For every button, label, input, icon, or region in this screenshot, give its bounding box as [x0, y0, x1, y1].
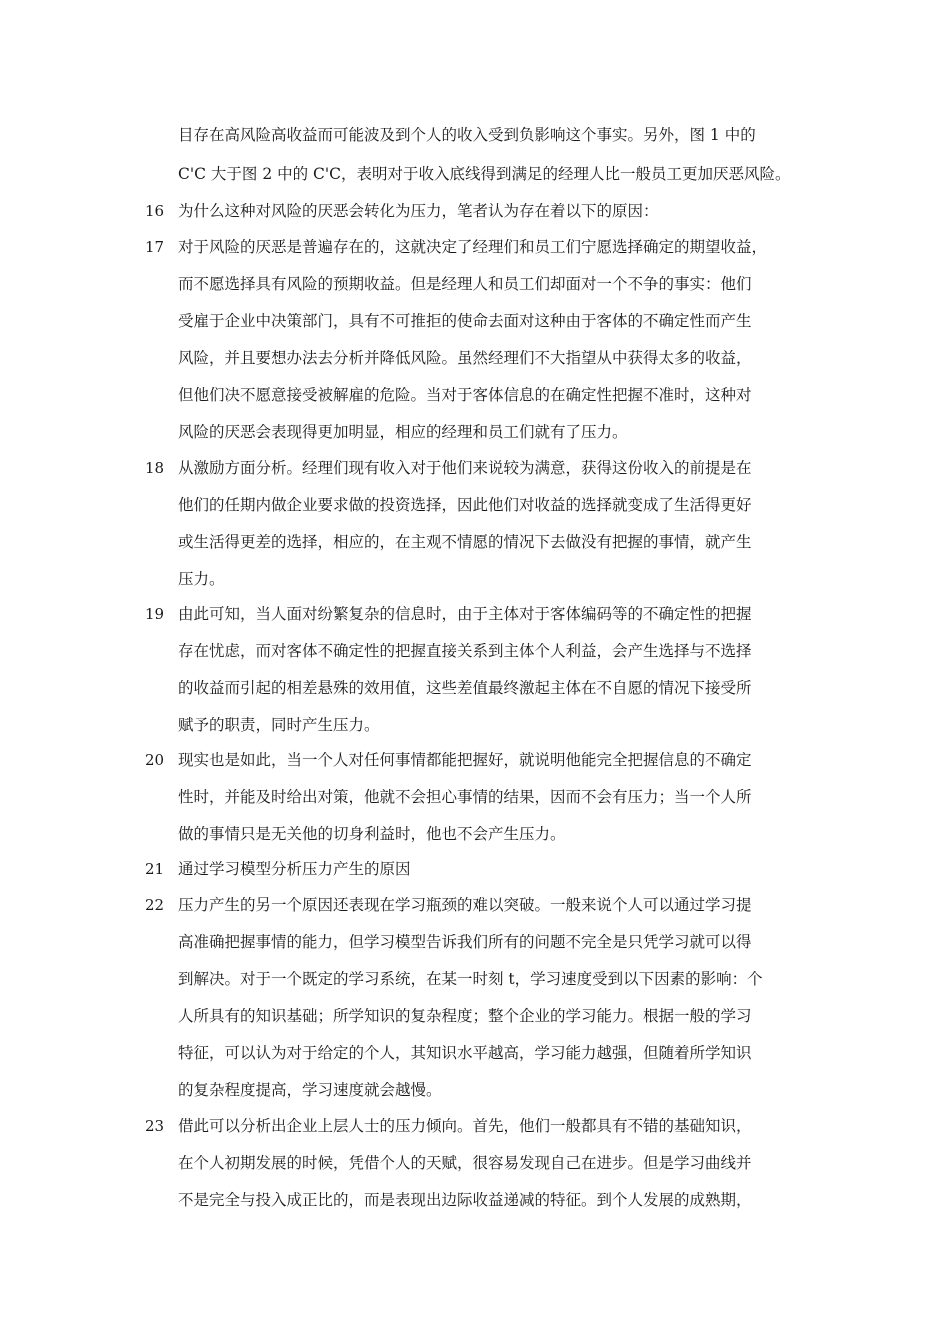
paragraph-line: 压力。 — [178, 570, 225, 588]
paragraph-line: 但他们决不愿意接受被解雇的危险。当对于客体信息的在确定性把握不准时，这种对 — [178, 386, 752, 404]
paragraph-line: 他们的任期内做企业要求做的投资选择，因此他们对收益的选择就变成了生活得更好 — [178, 496, 752, 514]
paragraph-line: 人所具有的知识基础；所学知识的复杂程度；整个企业的学习能力。根据一般的学习 — [178, 1007, 752, 1025]
paragraph-line: 风险的厌恶会表现得更加明显，相应的经理和员工们就有了压力。 — [178, 423, 628, 441]
paragraph-line: 在个人初期发展的时候，凭借个人的天赋，很容易发现自己在进步。但是学习曲线并 — [178, 1154, 752, 1172]
paragraph-line: 而不愿选择具有风险的预期收益。但是经理人和员工们却面对一个不争的事实：他们 — [178, 275, 752, 293]
paragraph-line: 从激励方面分析。经理们现有收入对于他们来说较为满意，获得这份收入的前提是在 — [178, 459, 752, 477]
section-heading: 通过学习模型分析压力产生的原因 — [178, 860, 411, 878]
line-number: 18 — [145, 459, 165, 477]
paragraph-line: 到解决。对于一个既定的学习系统，在某一时刻 t，学习速度受到以下因素的影响：个 — [178, 970, 763, 988]
paragraph-line: 性时，并能及时给出对策，他就不会担心事情的结果，因而不会有压力；当一个人所 — [178, 788, 752, 806]
line-number: 16 — [145, 202, 165, 220]
line-number: 20 — [145, 751, 165, 769]
paragraph-line: 风险，并且要想办法去分析并降低风险。虽然经理们不大指望从中获得太多的收益， — [178, 349, 752, 367]
paragraph-line: 的收益而引起的相差悬殊的效用值，这些差值最终激起主体在不自愿的情况下接受所 — [178, 679, 752, 697]
paragraph-line: 受雇于企业中决策部门，具有不可推拒的使命去面对这种由于客体的不确定性而产生 — [178, 312, 752, 330]
line-number: 23 — [145, 1117, 165, 1135]
paragraph-line: C'C 大于图 2 中的 C'C，表明对于收入底线得到满足的经理人比一般员工更加厌恶风险。 — [178, 165, 791, 183]
paragraph-line: 高准确把握事情的能力，但学习模型告诉我们所有的问题不完全是只凭学习就可以得 — [178, 933, 752, 951]
paragraph-line: 由此可知，当人面对纷繁复杂的信息时，由于主体对于客体编码等的不确定性的把握 — [178, 605, 752, 623]
paragraph-line: 的复杂程度提高，学习速度就会越慢。 — [178, 1081, 442, 1099]
paragraph-line: 特征，可以认为对于给定的个人，其知识水平越高，学习能力越强，但随着所学知识 — [178, 1044, 752, 1062]
paragraph-line: 压力产生的另一个原因还表现在学习瓶颈的难以突破。一般来说个人可以通过学习提 — [178, 896, 752, 914]
paragraph-line: 或生活得更差的选择，相应的，在主观不情愿的情况下去做没有把握的事情，就产生 — [178, 533, 752, 551]
paragraph-line: 赋予的职责，同时产生压力。 — [178, 716, 380, 734]
paragraph-line: 存在忧虑，而对客体不确定性的把握直接关系到主体个人利益，会产生选择与不选择 — [178, 642, 752, 660]
paragraph-line: 现实也是如此，当一个人对任何事情都能把握好，就说明他能完全把握信息的不确定 — [178, 751, 752, 769]
line-number: 21 — [145, 860, 165, 878]
paragraph-line: 不是完全与投入成正比的，而是表现出边际收益递减的特征。到个人发展的成熟期， — [178, 1191, 752, 1209]
paragraph-line: 对于风险的厌恶是普遍存在的，这就决定了经理们和员工们宁愿选择确定的期望收益， — [178, 238, 768, 256]
line-number: 22 — [145, 896, 165, 914]
line-number: 19 — [145, 605, 165, 623]
paragraph-line: 目存在高风险高收益而可能波及到个人的收入受到负影响这个事实。另外，图 1 中的 — [178, 126, 756, 144]
line-number: 17 — [145, 238, 165, 256]
paragraph-line: 做的事情只是无关他的切身利益时，他也不会产生压力。 — [178, 825, 566, 843]
paragraph-line: 为什么这种对风险的厌恶会转化为压力，笔者认为存在着以下的原因： — [178, 202, 659, 220]
paragraph-line: 借此可以分析出企业上层人士的压力倾向。首先，他们一般都具有不错的基础知识， — [178, 1117, 752, 1135]
